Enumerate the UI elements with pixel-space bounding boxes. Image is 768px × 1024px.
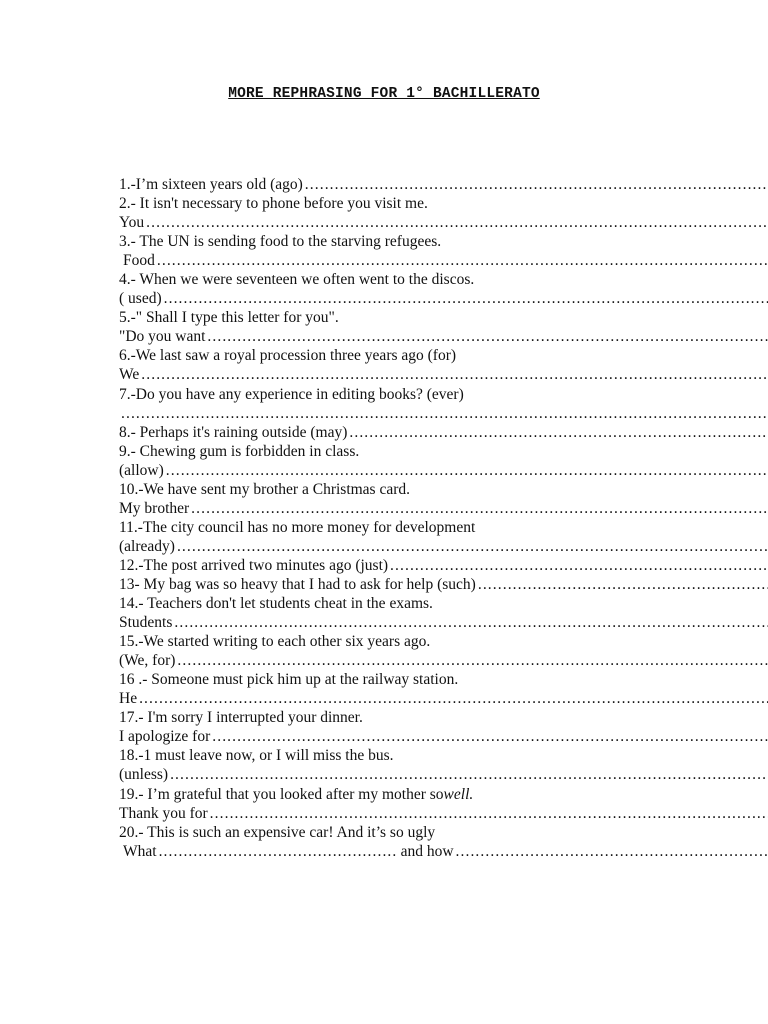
exercise-1-prompt: 1.-I’m sixteen years old (ago) ..... [119,175,768,194]
answer-blank [141,365,768,384]
exercise-14-answer: Students ..... [119,613,768,632]
exercise-10-prompt: 10.-We have sent my brother a Christmas card. [119,480,411,498]
exercise-5-prompt: 5.-" Shall I type this letter for you". [119,309,339,327]
exercise-list [119,175,768,861]
exercise-17-answer: I apologize for ..... [119,727,768,746]
exercise-7-answer [119,404,768,423]
exercise-17-prompt: 17.- I'm sorry I interrupted your dinner. [119,709,363,727]
exercise-15-prompt: 15.-We started writing to each other six years ago. [119,633,431,651]
exercise-4-answer: ( used) ..... [119,289,768,308]
exercise-19-prompt: 19.- I’m grateful that you looked after my mother so well. [119,785,474,803]
exercise-18-answer: (unless) ..... [119,765,768,784]
answer-blank [207,327,768,346]
exercise-16-answer: He ..... [119,689,768,708]
exercise-13-prompt: 13- My bag was so heavy that I had to ask for help (such) ..... [119,575,768,594]
exercise-2-prompt: 2.- It isn't necessary to phone before you visit me. [119,195,428,213]
answer-blank [164,289,768,308]
answer-blank [305,175,768,194]
exercise-10-answer: My brother ..... [119,499,768,518]
answer-blank [456,842,768,861]
answer-blank [166,461,768,480]
answer-blank [174,613,768,632]
answer-blank [159,842,397,861]
exercise-11-prompt: 11.-The city council has no more money for development [119,518,476,536]
answer-blank [146,213,768,232]
exercise-9-prompt: 9.- Chewing gum is forbidden in class. [119,442,360,460]
emphasis-word: well. [443,785,474,803]
exercise-16-prompt: 16 .- Someone must pick him up at the railway station. [119,671,459,689]
answer-blank [139,689,768,708]
exercise-3-prompt: 3.- The UN is sending food to the starving refugees. [119,233,442,251]
exercise-4-prompt: 4.- When we were seventeen we often went to the discos. [119,271,475,289]
answer-blank [170,765,768,784]
exercise-15-answer: (We, for) ..... [119,651,768,670]
exercise-12-prompt: 12.-The post arrived two minutes ago (just) ..... [119,556,768,575]
exercise-20-prompt: 20.- This is such an expensive car! And it’s so ugly [119,823,436,841]
exercise-14-prompt: 14.- Teachers don't let students cheat in the exams. [119,595,433,613]
answer-blank [210,804,768,823]
exercise-3-answer: Food ..... [119,251,768,270]
exercise-5-answer: "Do you want ..... [119,327,768,346]
answer-blank [191,499,768,518]
answer-blank [212,727,768,746]
exercise-11-answer: (already) ..... [119,537,768,556]
answer-blank [157,251,768,270]
exercise-7-prompt: 7.-Do you have any experience in editing books? (ever) [119,385,464,403]
exercise-2-answer: You ..... [119,213,768,232]
exercise-6-prompt: 6.-We last saw a royal procession three years ago (for) [119,347,457,365]
answer-blank [177,651,768,670]
exercise-8-prompt: 8.- Perhaps it's raining outside (may) ..... [119,423,768,442]
exercise-9-answer: (allow) ..... [119,461,768,480]
answer-blank [390,556,768,575]
exercise-20-answer: What ..... and how ..... [119,842,768,861]
exercise-6-answer: We ..... [119,365,768,384]
worksheet-title: MORE REPHRASING FOR 1° BACHILLERATO [228,86,540,102]
answer-blank [177,537,768,556]
answer-blank [478,575,768,594]
exercise-19-answer: Thank you for ..... [119,804,768,823]
exercise-18-prompt: 18.-1 must leave now, or I will miss the bus. [119,747,394,765]
answer-blank [349,423,768,442]
answer-blank [121,404,768,423]
